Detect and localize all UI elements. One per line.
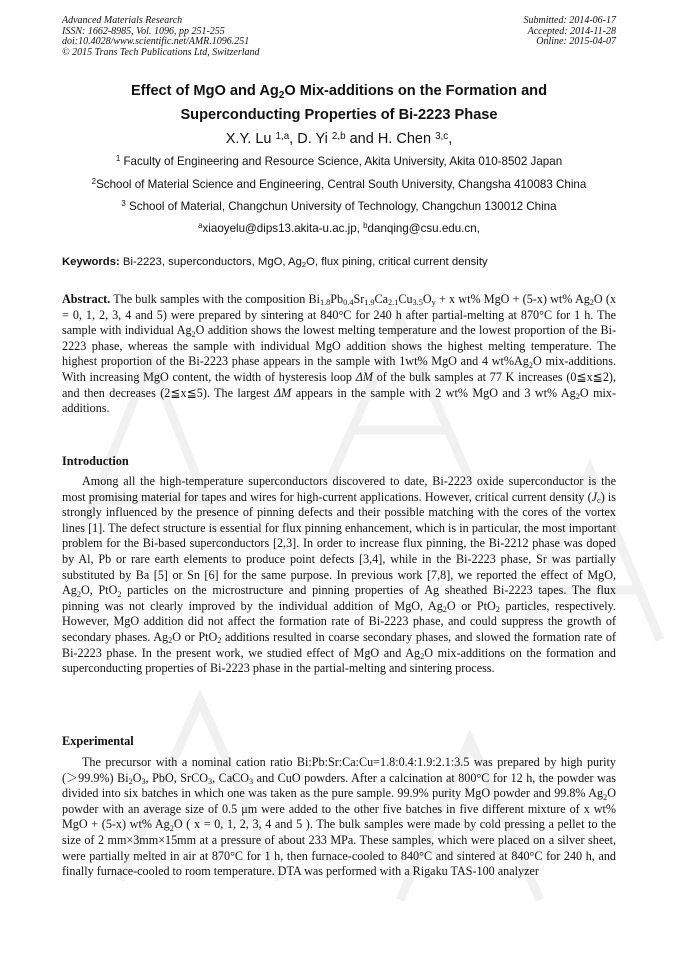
experimental-heading: Experimental	[62, 734, 134, 748]
journal-name: Advanced Materials Research	[62, 15, 183, 26]
dates-header	[524, 16, 617, 48]
author-emails: $^a$xiaoyelu@dips13.akita-u.ac.jp, $^b$danqing@csu.edu.cn,	[198, 221, 480, 235]
experimental-text: The precursor with a nominal cation ratio Bi:Pb:Sr:Ca:Cu=1.8:0.4:1.9:2.1:3.5 was prepared by high purity (＞99.9%) $Bi_2O_3$, PbO, SrCO$_3$, CaCO$_3$ and CuO powders. After a calcination at 800°C for 12 h, the powder was divided into six batches in which one was taken as the pure sample. 99.9% purity MgO powder and 99.8% $Ag_2O$ powder with an average size of 0.5 μm were added to the other five batches in five different mixture of x wt% MgO + (5-x) wt% $Ag_2O$ ( x = 0, 1, 2, 3, 4 and 5 ). The bulk samples were made by cold pressing a pellet to the size of 2 mm×3mm×15mm at a pressure of about 233 MPa. These samples, which were placed on a silver sheet, were partially melted in air at 870°C for 1 h, then furnace-cooled to 840°C and sintered at 840°C for 240 h, and finally furnace-cooled to room temperature. DTA was performed with a Rigaku TAS-100 analyzer	[62, 755, 617, 879]
abstract-label: Abstract.	[62, 292, 111, 306]
introduction-text: Among all the high-temperature superconductors discovered to date, Bi-2223 oxide superconductor is the most promising material for tapes and wires for high-current applications. However, critical current density $(J_c)$ is strongly influenced by the presence of pinning defects and their possible matching with the cores of the vortex lines [1]. The defect structure is essential for flux pinning enhancement, which is in particular, the most important problem for the Bi-based superconductors [2,3]. In order to increase flux pinning, the Bi-2212 phase was doped by Al, Pb or rare earth elements to produce point defects [3,4], while in the Bi-2223 phase, Sr was partially substituted by Ba [5] or Sn [6] for the same purpose. In previous work [7,8], we reported the effect of MgO, $Ag_2O$, PtO$_2$ particles on the microstructure and pinning properties of Ag sheathed Bi-2223 tapes. The flux pinning was not clearly improved by the individual addition of MgO, $Ag_2O$ or PtO$_2$ particles, respectively. However, MgO addition did not affect the formation rate of Bi-2223 phase, and could suppress the growth of secondary phases. $Ag_2O$ or PtO$_2$ additions resulted in coarse secondary phases, and slowed the formation rate of Bi-2223 phase. In the present work, we studied effect of MgO and $Ag_2O$ mix-additions on the formation and superconducting properties of Bi-2223 phase in the partial-melting and sintering process.	[62, 474, 616, 676]
keywords: Keywords: Bi-2223, superconductors, MgO, $Ag_2O$, flux pining, critical current density	[62, 256, 488, 270]
authors: X.Y. Lu $^{1,a}$, D. Yi $^{2,b}$ and H. Chen $^{3,c}$,	[225, 130, 453, 147]
abstract: Abstract. The bulk samples with the composition $Bi_{1.8}Pb_{0.4}Sr_{1.9}Ca_{2.1}Cu_{3.5}O_y + x$ wt% MgO + (5-x) wt% $Ag_2O$ (x = 0, 1, 2, 3, 4 and 5) were prepared by sintering at 840°C for 240 h after partial-melting at 870°C for 1 h. The sample with individual $Ag_2O$ addition shows the lowest melting temperature and the lowest proportion of the Bi-2223 phase, whereas the sample with individual MgO addition shows the highest melting temperature. The highest proportion of the Bi-2223 phase appears in the sample with 1wt% MgO and 4 $wt\%Ag_2O$ mix-additions. With increasing MgO content, the width of hysteresis loop ΔM of the bulk samples at 77 K increases (0≦x≦2), and then decreases (2≦x≦5). The largest ΔM appears in the sample with 2 wt% MgO and 3 wt% $Ag_2O$ mix-additions.	[62, 292, 617, 416]
submitted-date: Submitted: 2014-06-17	[523, 15, 616, 26]
keywords-label: Keywords:	[62, 256, 120, 268]
copyright: © 2015 Trans Tech Publications Ltd, Switzerland	[62, 46, 260, 58]
affiliation-1: $^1$ Faculty of Engineering and Resource Science, Akita University, Akita 010-8502 Japan	[115, 154, 563, 168]
affiliation-3: $^3$ School of Material, Changchun University of Technology, Changchun 130012 China	[121, 199, 557, 213]
affiliation-2: $^2$School of Material Science and Engineering, Central South University, Changsha 410083 China	[91, 177, 587, 191]
issn: ISSN: 1662-8985, Vol. 1096, pp 251-255	[62, 25, 225, 37]
online-date: Online: 2015-04-07	[536, 36, 616, 48]
paper-title: Effect of MgO and $Ag_2O$ Mix-additions on the Formation and Superconducting Properties of Bi-2223 Phase	[130, 83, 548, 123]
accepted-date: Accepted: 2014-11-28	[527, 25, 616, 37]
introduction-heading: Introduction	[62, 454, 129, 468]
doi: doi:10.4028/www.scientific.net/AMR.1096.251	[62, 36, 250, 48]
journal-header	[62, 16, 260, 58]
